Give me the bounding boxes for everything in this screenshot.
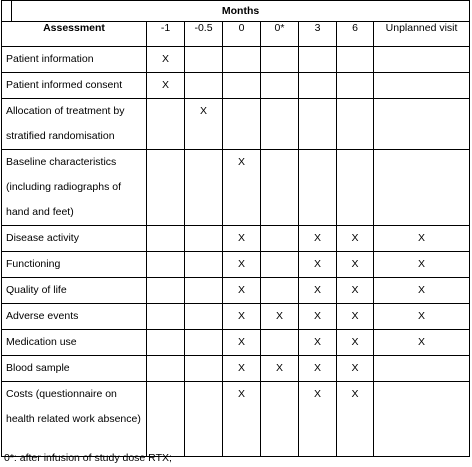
table-body: [2, 47, 470, 457]
schedule-mark: X: [237, 310, 245, 322]
schedule-cell: [337, 252, 374, 278]
assessment-label: [2, 150, 147, 226]
assessment-label: [2, 304, 147, 330]
table-row: [2, 278, 470, 304]
schedule-cell: [337, 278, 374, 304]
schedule-cell: [223, 252, 261, 278]
schedule-mark: X: [418, 310, 426, 322]
assessment-schedule-table: [1, 0, 470, 457]
assessment-label: [2, 47, 147, 73]
column-header: 6: [337, 22, 374, 47]
assessment-label-text: Quality of life: [6, 284, 67, 296]
assessment-label-text: Patient informed consent: [6, 79, 123, 91]
schedule-cell: [374, 99, 470, 150]
schedule-cell: [299, 382, 337, 457]
table-row: [2, 73, 470, 99]
schedule-cell: [261, 226, 299, 252]
table-row: [2, 47, 470, 73]
schedule-cell: [147, 73, 185, 99]
schedule-cell: [223, 47, 261, 73]
schedule-cell: [299, 330, 337, 356]
schedule-cell: [185, 150, 223, 226]
schedule-mark: X: [275, 362, 283, 374]
schedule-cell: [261, 150, 299, 226]
schedule-mark: X: [313, 362, 321, 374]
schedule-cell: [147, 99, 185, 150]
schedule-cell: [223, 330, 261, 356]
table-row: [2, 304, 470, 330]
schedule-cell: [299, 252, 337, 278]
assessment-label-text: Costs (questionnaire on health related work absence): [6, 388, 141, 425]
schedule-mark: X: [351, 310, 359, 322]
assessment-label: [2, 330, 147, 356]
schedule-mark: X: [237, 388, 245, 400]
schedule-cell: [299, 99, 337, 150]
schedule-cell: [185, 73, 223, 99]
schedule-cell: [223, 73, 261, 99]
assessment-label: [2, 356, 147, 382]
assessment-label-text: Blood sample: [6, 362, 70, 374]
schedule-cell: [185, 252, 223, 278]
schedule-cell: [223, 226, 261, 252]
schedule-mark: X: [313, 336, 321, 348]
schedule-cell: [299, 47, 337, 73]
schedule-mark: X: [418, 232, 426, 244]
schedule-cell: [374, 382, 470, 457]
table-row: [2, 330, 470, 356]
schedule-mark: X: [418, 284, 426, 296]
schedule-mark: X: [313, 284, 321, 296]
schedule-cell: [261, 304, 299, 330]
schedule-cell: [261, 73, 299, 99]
schedule-cell: [374, 304, 470, 330]
schedule-mark: X: [237, 336, 245, 348]
schedule-mark: X: [418, 336, 426, 348]
column-header: 0: [223, 22, 261, 47]
schedule-cell: [337, 226, 374, 252]
schedule-cell: [147, 382, 185, 457]
table-row: [2, 226, 470, 252]
schedule-cell: [299, 356, 337, 382]
schedule-mark: X: [161, 53, 169, 65]
schedule-cell: [261, 330, 299, 356]
assessment-label: [2, 252, 147, 278]
schedule-mark: X: [237, 362, 245, 374]
schedule-mark: X: [313, 232, 321, 244]
assessment-label-text: Disease activity: [6, 232, 79, 244]
table-row: [2, 356, 470, 382]
schedule-cell: [374, 330, 470, 356]
column-header: Unplanned visit: [374, 22, 470, 47]
schedule-cell: [261, 47, 299, 73]
schedule-cell: [185, 356, 223, 382]
table-row: [2, 150, 470, 226]
schedule-cell: [147, 304, 185, 330]
schedule-mark: X: [199, 105, 207, 117]
assessment-label: [2, 73, 147, 99]
schedule-cell: [261, 356, 299, 382]
schedule-mark: X: [351, 284, 359, 296]
schedule-mark: X: [237, 284, 245, 296]
schedule-mark: X: [351, 362, 359, 374]
schedule-cell: [223, 382, 261, 457]
schedule-mark: X: [351, 232, 359, 244]
schedule-cell: [147, 150, 185, 226]
column-header-row: [2, 22, 470, 47]
assessment-label-text: Allocation of treatment by stratified randomisation: [6, 105, 125, 142]
months-header: Months: [12, 1, 470, 22]
schedule-cell: [261, 382, 299, 457]
schedule-cell: [337, 330, 374, 356]
schedule-cell: [223, 278, 261, 304]
schedule-mark: X: [313, 388, 321, 400]
schedule-cell: [223, 150, 261, 226]
assessment-label: [2, 278, 147, 304]
months-header-row: [2, 1, 470, 22]
schedule-mark: X: [313, 258, 321, 270]
schedule-cell: [223, 304, 261, 330]
schedule-cell: [261, 278, 299, 304]
table-row: [2, 252, 470, 278]
schedule-cell: [299, 304, 337, 330]
assessment-label-text: Functioning: [6, 258, 61, 270]
schedule-cell: [374, 252, 470, 278]
schedule-cell: [261, 252, 299, 278]
schedule-mark: X: [351, 336, 359, 348]
schedule-mark: X: [161, 79, 169, 91]
column-header: -0.5: [185, 22, 223, 47]
assessment-label: [2, 226, 147, 252]
schedule-cell: [147, 47, 185, 73]
table-row: [2, 99, 470, 150]
schedule-cell: [299, 278, 337, 304]
schedule-cell: [337, 47, 374, 73]
schedule-cell: [261, 99, 299, 150]
schedule-cell: [337, 382, 374, 457]
assessment-label-text: Baseline characteristics (including radiographs of hand and feet): [6, 156, 121, 218]
assessment-label: [2, 382, 147, 457]
schedule-mark: X: [351, 258, 359, 270]
schedule-cell: [147, 356, 185, 382]
assessment-label: [2, 99, 147, 150]
assessment-label-text: Patient information: [6, 53, 94, 65]
schedule-cell: [337, 150, 374, 226]
column-header: 3: [299, 22, 337, 47]
column-header-assessment: Assessment: [2, 22, 147, 47]
schedule-mark: X: [237, 258, 245, 270]
schedule-cell: [147, 330, 185, 356]
footnote: 0*: after infusion of study dose RTX;: [4, 452, 172, 464]
schedule-cell: [374, 356, 470, 382]
assessment-label-text: Medication use: [6, 336, 77, 348]
schedule-cell: [374, 47, 470, 73]
schedule-cell: [299, 150, 337, 226]
schedule-mark: X: [351, 388, 359, 400]
schedule-cell: [185, 278, 223, 304]
column-header: 0*: [261, 22, 299, 47]
schedule-cell: [147, 278, 185, 304]
schedule-mark: X: [237, 156, 245, 168]
schedule-cell: [337, 73, 374, 99]
schedule-cell: [374, 150, 470, 226]
schedule-cell: [185, 304, 223, 330]
schedule-cell: [374, 278, 470, 304]
schedule-cell: [185, 47, 223, 73]
schedule-mark: X: [275, 310, 283, 322]
schedule-mark: X: [313, 310, 321, 322]
column-header: -1: [147, 22, 185, 47]
schedule-cell: [299, 226, 337, 252]
schedule-cell: [374, 226, 470, 252]
schedule-cell: [185, 99, 223, 150]
schedule-cell: [337, 356, 374, 382]
schedule-cell: [147, 226, 185, 252]
schedule-cell: [299, 73, 337, 99]
schedule-cell: [185, 382, 223, 457]
schedule-mark: X: [418, 258, 426, 270]
assessment-label-text: Adverse events: [6, 310, 79, 322]
schedule-cell: [223, 356, 261, 382]
schedule-cell: [185, 330, 223, 356]
schedule-cell: [185, 226, 223, 252]
schedule-cell: [337, 304, 374, 330]
schedule-cell: [337, 99, 374, 150]
schedule-cell: [374, 73, 470, 99]
schedule-cell: [223, 99, 261, 150]
table-row: [2, 382, 470, 457]
schedule-cell: [147, 252, 185, 278]
corner-cell: [2, 1, 12, 22]
schedule-mark: X: [237, 232, 245, 244]
